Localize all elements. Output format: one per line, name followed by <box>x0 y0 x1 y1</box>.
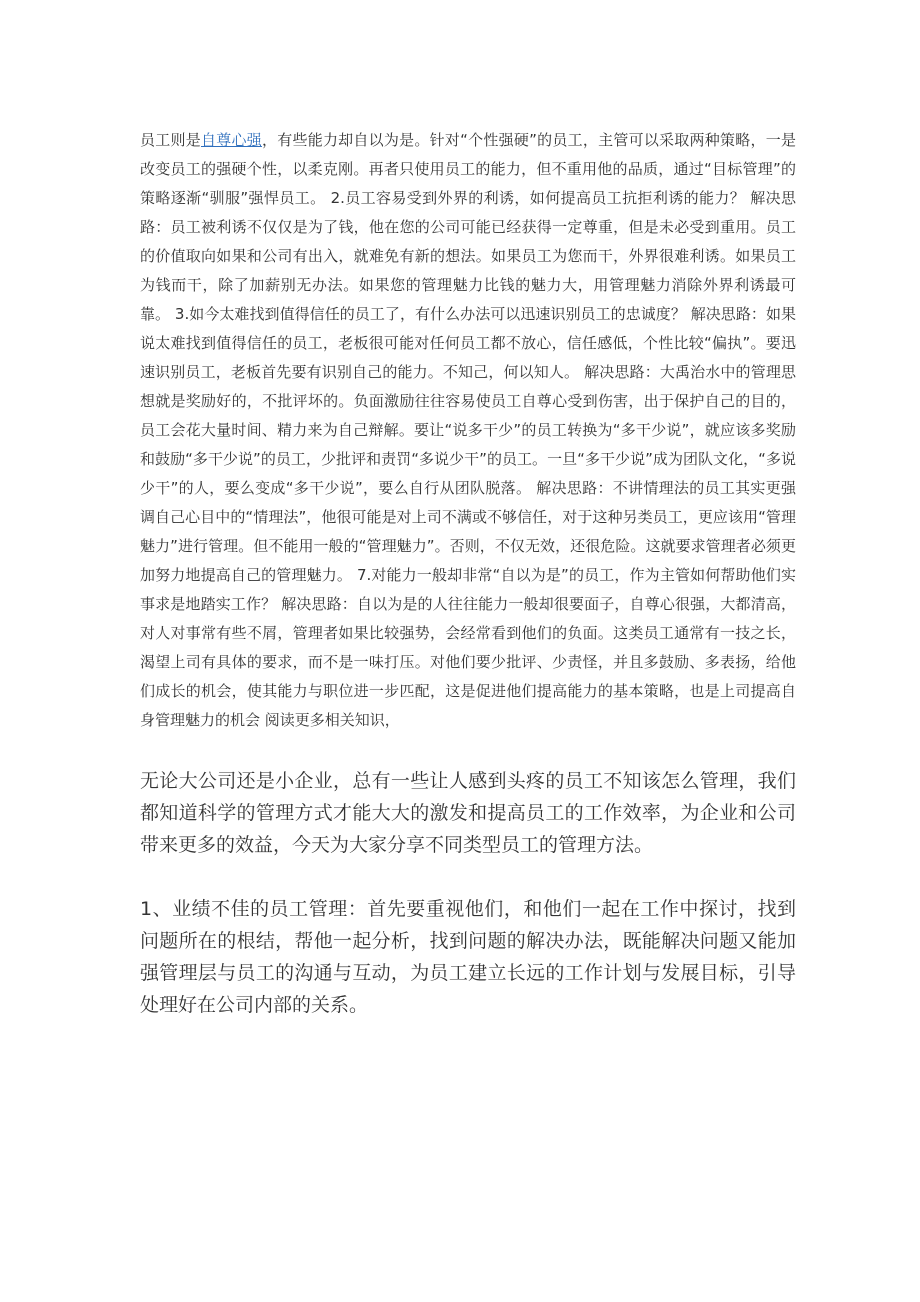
point-1-paragraph: 1、业绩不佳的员工管理：首先要重视他们，和他们一起在工作中探讨，找到问题所在的根结，帮他一起分析，找到问题的解决办法，既能解决问题又能加强管理层与员工的沟通与互动，为员工建立长远的工作计划与发展目标，引导处理好在公司内部的关系。 <box>140 898 796 1016</box>
paragraph-lead-text: 员工则是 <box>140 131 201 149</box>
article-body <box>140 126 796 1021</box>
keyword-link-self-esteem[interactable]: 自尊心强 <box>200 131 262 149</box>
intro-paragraph: 无论大公司还是小企业，总有一些让人感到头疼的员工不知该怎么管理，我们都知道科学的管理方式才能大大的激发和提高员工的工作效率，为企业和公司带来更多的效益，今天为大家分享不同类型员工的管理方法。 <box>140 770 796 856</box>
paragraph-body-text: ，有些能力却自以为是。针对“个性强硬”的员工，主管可以采取两种策略，一是改变员工的强硬个性，以柔克刚。再者只使用员工的能力，但不重用他的品质，通过“目标管理”的策略逐渐“驯服”强悍员工。 2.员工容易受到外界的利诱，如何提高员工抗拒利诱的能力？ 解决思路：员工被利诱不仅仅是为了钱，他在您的公司可能已经获得一定尊重，但是未必受到重用。员工的价值取向如果和公司有出入，就难免有新的想法。如果员工为您而干，外界很难利诱。如果员工为钱而干，除了加薪别无办法。如果您的管理魅力比钱的魅力大，用管理魅力消除外界利诱最可靠。 3.如今太难找到值得信任的员工了，有什么办法可以迅速识别员工的忠诚度？ 解决思路：如果说太难找到值得信任的员工，老板很可能对任何员工都不放心，信任感低，个性比较“偏执”。要迅速识别员工，老板首先要有识别自己的能力。不知己，何以知人。 解决思路：大禹治水中的管理思想就是奖励好的，不批评坏的。负面激励往往容易使员工自尊心受到伤害，出于保护自己的目的，员工会花大量时间、精力来为自己辩解。要让“说多干少”的员工转换为“多干少说”，就应该多奖励和鼓励“多干少说”的员工，少批评和责罚“多说少干”的员工。一旦“多干少说”成为团队文化，“多说少干”的人，要么变成“多干少说”，要么自行从团队脱落。 解决思路：不讲情理法的员工其实更强调自己心目中的“情理法”，他很可能是对上司不满或不够信任，对于这种另类员工，更应该用“管理魅力”进行管理。但不能用一般的“管理魅力”。否则，不仅无效，还很危险。这就要求管理者必须更加努力地提高自己的管理魅力。 7.对能力一般却非常“自以为是”的员工，作为主管如何帮助他们实事求是地踏实工作？ 解决思路：自以为是的人往往能力一般却很要面子，自尊心很强，大都清高，对人对事常有些不屑，管理者如果比较强势，会经常看到他们的负面。这类员工通常有一技之长，渴望上司有具体的要求，而不是一味打压。对他们要少批评、少责怪，并且多鼓励、多表扬，给他们成长的机会，使其能力与职位进一步匹配，这是促进他们提高能力的基本策略，也是上司提高自身管理魅力的机会 阅读更多相关知识， <box>140 131 796 729</box>
article-paragraph-continued <box>140 126 796 735</box>
